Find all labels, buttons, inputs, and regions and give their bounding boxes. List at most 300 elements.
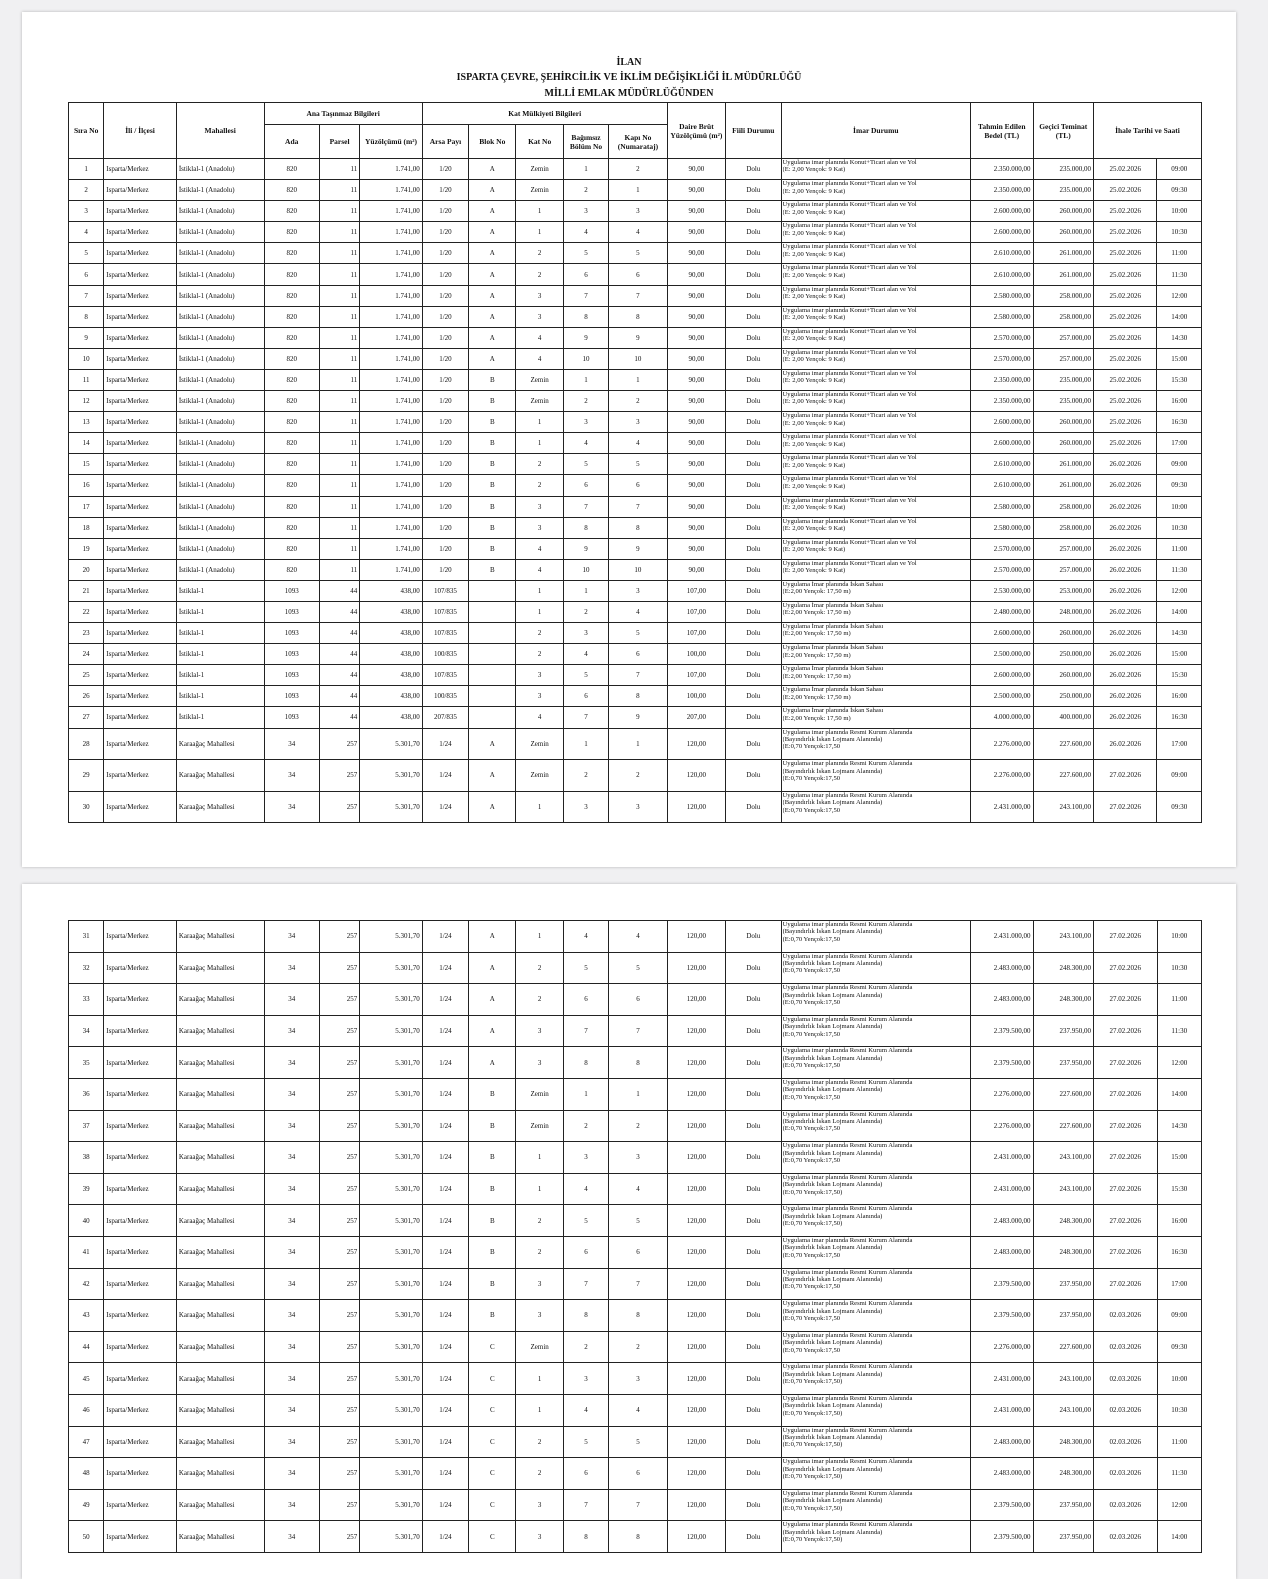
imar-line: Uygulama imar planında Resmi Kurum Alanında bbox=[782, 1458, 913, 1466]
cell-yuzolcumu: 1.741,00 bbox=[360, 285, 423, 306]
cell-fiili: Dolu bbox=[726, 1489, 781, 1521]
cell-arsa-payi: 1/24 bbox=[422, 1015, 468, 1047]
cell-tarih: 02.03.2026 bbox=[1094, 1394, 1158, 1426]
cell-parsel: 257 bbox=[319, 952, 359, 984]
cell-sira-no: 21 bbox=[69, 580, 104, 601]
cell-bagimsiz: 4 bbox=[563, 433, 608, 454]
cell-imar bbox=[781, 222, 970, 243]
cell-yuzolcumu: 5.301,70 bbox=[360, 1047, 422, 1079]
cell-yuzolcumu: 5.301,70 bbox=[360, 1236, 422, 1268]
cell-blok-no: A bbox=[469, 264, 516, 285]
cell-kapi-no: 6 bbox=[609, 1458, 667, 1490]
imar-line: (E: 2,00 Yençok: 9 Kat) bbox=[782, 503, 846, 511]
cell-mahallesi: İstiklal-1 (Anadolu) bbox=[176, 327, 264, 348]
cell-arsa-payi: 1/20 bbox=[422, 538, 468, 559]
imar-line: Uygulama imar planında Konut+Ticari alan ve Yol bbox=[782, 517, 917, 525]
cell-teminat: 257.000,00 bbox=[1033, 538, 1093, 559]
cell-tarih: 27.02.2026 bbox=[1094, 952, 1158, 984]
cell-kapi-no: 3 bbox=[609, 580, 667, 601]
cell-arsa-payi: 107/835 bbox=[422, 665, 468, 686]
cell-fiili: Dolu bbox=[726, 644, 781, 665]
cell-daire-brut: 120,00 bbox=[667, 1142, 725, 1174]
cell-sira-no: 43 bbox=[69, 1300, 104, 1332]
cell-kapi-no: 3 bbox=[609, 201, 667, 222]
cell-tarih: 25.02.2026 bbox=[1093, 327, 1157, 348]
doc-title: İLAN bbox=[616, 57, 642, 68]
cell-blok-no: C bbox=[469, 1331, 516, 1363]
cell-arsa-payi: 107/835 bbox=[422, 623, 468, 644]
cell-tarih: 02.03.2026 bbox=[1094, 1521, 1158, 1553]
cell-ada: 34 bbox=[264, 1236, 319, 1268]
table-row bbox=[69, 1142, 1202, 1174]
cell-mahallesi: Karaağaç Mahallesi bbox=[176, 1078, 264, 1110]
table-row bbox=[69, 1173, 1202, 1205]
cell-teminat: 400.000,00 bbox=[1033, 707, 1093, 728]
cell-fiili: Dolu bbox=[726, 1236, 781, 1268]
imar-line: (E:0,70 Yençok:17,50 bbox=[782, 1156, 841, 1164]
cell-tahmin: 2.483.000,00 bbox=[971, 984, 1033, 1016]
imar-line: Uygulama İmar planında İskan Sahası bbox=[782, 580, 884, 588]
cell-fiili: Dolu bbox=[726, 1521, 781, 1553]
cell-teminat: 261.000,00 bbox=[1033, 475, 1093, 496]
cell-tarih: 26.02.2026 bbox=[1093, 454, 1157, 475]
cell-saat: 10:00 bbox=[1157, 1363, 1201, 1395]
cell-fiili: Dolu bbox=[726, 791, 781, 823]
cell-fiili: Dolu bbox=[726, 243, 781, 264]
cell-saat: 09:00 bbox=[1157, 1300, 1201, 1332]
cell-il-ilce: Isparta/Merkez bbox=[104, 1078, 177, 1110]
cell-daire-brut: 120,00 bbox=[667, 1236, 725, 1268]
cell-kapi-no: 8 bbox=[609, 306, 667, 327]
cell-blok-no: A bbox=[469, 760, 516, 792]
cell-parsel: 11 bbox=[319, 348, 359, 369]
cell-teminat: 260.000,00 bbox=[1033, 201, 1093, 222]
imar-line: (E: 2,00 Yençok: 9 Kat) bbox=[782, 440, 846, 448]
cell-daire-brut: 120,00 bbox=[667, 791, 725, 823]
cell-fiili: Dolu bbox=[726, 1015, 781, 1047]
imar-line: (Bayındırlık İskan Lojmanı Alanında) bbox=[782, 1023, 883, 1031]
cell-ada: 1093 bbox=[264, 580, 319, 601]
cell-sira-no: 19 bbox=[69, 538, 104, 559]
cell-arsa-payi: 1/20 bbox=[422, 391, 468, 412]
col-kat-no: Kat No bbox=[516, 125, 563, 159]
table-row bbox=[69, 1110, 1202, 1142]
cell-saat: 10:30 bbox=[1157, 222, 1202, 243]
cell-il-ilce: Isparta/Merkez bbox=[104, 1110, 177, 1142]
cell-imar bbox=[781, 517, 970, 538]
cell-arsa-payi: 1/24 bbox=[422, 760, 468, 792]
cell-fiili: Dolu bbox=[726, 496, 781, 517]
cell-daire-brut: 120,00 bbox=[667, 1015, 725, 1047]
cell-imar bbox=[781, 433, 970, 454]
cell-teminat: 243.100,00 bbox=[1033, 921, 1093, 953]
cell-bagimsiz: 4 bbox=[563, 921, 608, 953]
cell-tarih: 25.02.2026 bbox=[1093, 222, 1157, 243]
cell-teminat: 235.000,00 bbox=[1033, 180, 1093, 201]
cell-teminat: 257.000,00 bbox=[1033, 559, 1093, 580]
table-row bbox=[69, 644, 1202, 665]
cell-parsel: 11 bbox=[319, 285, 359, 306]
cell-imar bbox=[781, 1142, 971, 1174]
cell-arsa-payi: 1/20 bbox=[422, 475, 468, 496]
imar-line: (E:0,70 Yençok:17,50 bbox=[782, 1251, 841, 1259]
cell-imar bbox=[781, 1015, 971, 1047]
cell-kapi-no: 4 bbox=[609, 921, 667, 953]
cell-fiili: Dolu bbox=[726, 1173, 781, 1205]
cell-yuzolcumu: 438,00 bbox=[360, 707, 423, 728]
cell-parsel: 11 bbox=[319, 180, 359, 201]
cell-sira-no: 11 bbox=[69, 369, 104, 390]
cell-teminat: 260.000,00 bbox=[1033, 222, 1093, 243]
cell-kat-no: 1 bbox=[516, 1394, 563, 1426]
cell-yuzolcumu: 5.301,70 bbox=[360, 1015, 422, 1047]
cell-daire-brut: 90,00 bbox=[667, 475, 725, 496]
cell-teminat: 261.000,00 bbox=[1033, 243, 1093, 264]
cell-saat: 09:00 bbox=[1157, 760, 1202, 792]
imar-line: Uygulama imar planında Konut+Ticari alan ve Yol bbox=[782, 222, 917, 230]
cell-sira-no: 38 bbox=[69, 1142, 104, 1174]
cell-mahallesi: İstiklal-1 (Anadolu) bbox=[176, 517, 264, 538]
cell-bagimsiz: 2 bbox=[563, 180, 608, 201]
cell-daire-brut: 120,00 bbox=[667, 1426, 725, 1458]
cell-il-ilce: Isparta/Merkez bbox=[104, 1521, 177, 1553]
cell-ada: 820 bbox=[264, 517, 319, 538]
cell-teminat: 237.950,00 bbox=[1033, 1300, 1093, 1332]
cell-kat-no: 2 bbox=[516, 1205, 563, 1237]
cell-imar bbox=[781, 1173, 971, 1205]
cell-fiili: Dolu bbox=[726, 623, 781, 644]
cell-kat-no: 3 bbox=[516, 1047, 563, 1079]
table-row bbox=[69, 1331, 1202, 1363]
cell-imar bbox=[781, 1205, 971, 1237]
cell-ada: 1093 bbox=[264, 665, 319, 686]
cell-kat-no: 1 bbox=[516, 580, 563, 601]
cell-fiili: Dolu bbox=[726, 454, 781, 475]
cell-arsa-payi: 1/20 bbox=[422, 454, 468, 475]
cell-blok-no: B bbox=[469, 454, 516, 475]
cell-ada: 820 bbox=[264, 201, 319, 222]
table-row bbox=[69, 433, 1202, 454]
cell-yuzolcumu: 5.301,70 bbox=[360, 1489, 422, 1521]
cell-bagimsiz: 5 bbox=[563, 665, 608, 686]
cell-blok-no: B bbox=[469, 369, 516, 390]
cell-teminat: 248.300,00 bbox=[1033, 1236, 1093, 1268]
cell-kat-no: 4 bbox=[516, 538, 563, 559]
cell-bagimsiz: 3 bbox=[563, 623, 608, 644]
cell-kapi-no: 4 bbox=[609, 222, 667, 243]
cell-tahmin: 2.276.000,00 bbox=[971, 1078, 1033, 1110]
cell-tahmin: 2.431.000,00 bbox=[971, 1363, 1033, 1395]
cell-saat: 11:30 bbox=[1157, 1015, 1201, 1047]
cell-tahmin: 2.600.000,00 bbox=[971, 623, 1033, 644]
cell-tarih: 27.02.2026 bbox=[1094, 1047, 1158, 1079]
cell-saat: 15:00 bbox=[1157, 644, 1202, 665]
table-row bbox=[69, 327, 1202, 348]
imar-line: (E: 2,00 Yençok: 9 Kat) bbox=[782, 335, 846, 343]
cell-teminat: 227.600,00 bbox=[1033, 1078, 1093, 1110]
cell-sira-no: 29 bbox=[69, 760, 104, 792]
cell-blok-no: C bbox=[469, 1521, 516, 1553]
cell-tarih: 26.02.2026 bbox=[1093, 517, 1157, 538]
cell-tarih: 27.02.2026 bbox=[1094, 1268, 1158, 1300]
cell-saat: 10:30 bbox=[1157, 952, 1201, 984]
imar-line: (Bayındırlık İskan Lojmanı Alanında) bbox=[782, 1054, 883, 1062]
table-row bbox=[69, 369, 1202, 390]
cell-arsa-payi: 1/24 bbox=[422, 1394, 468, 1426]
cell-arsa-payi: 107/835 bbox=[422, 601, 468, 622]
cell-kat-no: Zemin bbox=[516, 180, 563, 201]
cell-ada: 820 bbox=[264, 369, 319, 390]
cell-mahallesi: Karaağaç Mahallesi bbox=[176, 1363, 264, 1395]
cell-yuzolcumu: 438,00 bbox=[360, 580, 423, 601]
table-row bbox=[69, 454, 1202, 475]
cell-blok-no: C bbox=[469, 1394, 516, 1426]
cell-mahallesi: İstiklal-1 (Anadolu) bbox=[176, 243, 264, 264]
cell-yuzolcumu: 5.301,70 bbox=[360, 1205, 422, 1237]
cell-il-ilce: Isparta/Merkez bbox=[104, 517, 177, 538]
cell-tahmin: 2.431.000,00 bbox=[971, 1394, 1033, 1426]
cell-parsel: 257 bbox=[319, 1458, 359, 1490]
cell-teminat: 243.100,00 bbox=[1033, 791, 1093, 823]
cell-saat: 10:30 bbox=[1157, 1394, 1201, 1426]
cell-kapi-no: 8 bbox=[609, 1047, 667, 1079]
cell-blok-no: B bbox=[469, 1142, 516, 1174]
cell-teminat: 227.600,00 bbox=[1033, 1331, 1093, 1363]
cell-blok-no: C bbox=[469, 1458, 516, 1490]
cell-sira-no: 27 bbox=[69, 707, 104, 728]
cell-tahmin: 2.483.000,00 bbox=[971, 952, 1033, 984]
cell-kapi-no: 5 bbox=[609, 1205, 667, 1237]
cell-imar bbox=[781, 1331, 971, 1363]
cell-daire-brut: 90,00 bbox=[667, 222, 725, 243]
cell-saat: 12:00 bbox=[1157, 285, 1202, 306]
cell-saat: 16:00 bbox=[1157, 1205, 1201, 1237]
cell-mahallesi: Karaağaç Mahallesi bbox=[176, 921, 264, 953]
cell-kapi-no: 5 bbox=[609, 1426, 667, 1458]
cell-ada: 34 bbox=[264, 1426, 319, 1458]
cell-fiili: Dolu bbox=[726, 201, 781, 222]
cell-sira-no: 13 bbox=[69, 412, 104, 433]
cell-daire-brut: 90,00 bbox=[667, 159, 725, 180]
cell-kapi-no: 6 bbox=[609, 264, 667, 285]
cell-imar bbox=[781, 791, 970, 823]
imar-line: (E: 2,00 Yençok: 9 Kat) bbox=[782, 166, 846, 174]
cell-daire-brut: 100,00 bbox=[667, 686, 725, 707]
imar-line: (E: 2,00 Yençok: 9 Kat) bbox=[782, 271, 846, 279]
cell-arsa-payi: 1/24 bbox=[422, 1426, 468, 1458]
cell-ada: 34 bbox=[264, 1458, 319, 1490]
cell-blok-no: B bbox=[469, 1078, 516, 1110]
cell-yuzolcumu: 1.741,00 bbox=[360, 433, 423, 454]
cell-parsel: 257 bbox=[319, 1331, 359, 1363]
imar-line: Uygulama imar planında Resmi Kurum Alanında bbox=[782, 1300, 913, 1308]
table-row bbox=[69, 285, 1202, 306]
cell-arsa-payi: 1/20 bbox=[422, 306, 468, 327]
cell-imar bbox=[781, 1268, 971, 1300]
cell-ada: 820 bbox=[264, 222, 319, 243]
cell-il-ilce: Isparta/Merkez bbox=[104, 921, 177, 953]
cell-il-ilce: Isparta/Merkez bbox=[104, 412, 177, 433]
cell-tahmin: 2.570.000,00 bbox=[971, 327, 1033, 348]
imar-line: (E: 2,00 Yençok: 9 Kat) bbox=[782, 377, 846, 385]
table-row bbox=[69, 601, 1202, 622]
cell-parsel: 257 bbox=[319, 1363, 359, 1395]
cell-il-ilce: Isparta/Merkez bbox=[104, 601, 177, 622]
cell-imar bbox=[781, 1300, 971, 1332]
cell-sira-no: 34 bbox=[69, 1015, 104, 1047]
cell-arsa-payi: 1/24 bbox=[422, 1236, 468, 1268]
cell-bagimsiz: 9 bbox=[563, 538, 608, 559]
cell-parsel: 44 bbox=[319, 601, 359, 622]
cell-yuzolcumu: 438,00 bbox=[360, 686, 423, 707]
imar-line: Uygulama imar planında Resmi Kurum Alanında bbox=[782, 1489, 913, 1497]
table-row bbox=[69, 1268, 1202, 1300]
cell-sira-no: 44 bbox=[69, 1331, 104, 1363]
imar-line: Uygulama imar planında Resmi Kurum Alanında bbox=[782, 1173, 913, 1181]
cell-parsel: 11 bbox=[319, 475, 359, 496]
cell-fiili: Dolu bbox=[726, 1142, 781, 1174]
cell-fiili: Dolu bbox=[726, 1078, 781, 1110]
imar-line: Uygulama imar planında Resmi Kurum Alanında bbox=[782, 1078, 913, 1086]
cell-ada: 34 bbox=[264, 1489, 319, 1521]
cell-daire-brut: 90,00 bbox=[667, 433, 725, 454]
cell-parsel: 44 bbox=[319, 707, 359, 728]
cell-kat-no: 3 bbox=[516, 665, 563, 686]
cell-saat: 15:30 bbox=[1157, 665, 1202, 686]
cell-tahmin: 2.600.000,00 bbox=[971, 201, 1033, 222]
cell-tahmin: 2.431.000,00 bbox=[971, 1173, 1033, 1205]
cell-parsel: 257 bbox=[319, 728, 359, 760]
cell-blok-no: B bbox=[469, 391, 516, 412]
cell-tarih: 27.02.2026 bbox=[1094, 921, 1158, 953]
cell-blok-no: B bbox=[469, 517, 516, 538]
cell-mahallesi: İstiklal-1 bbox=[176, 580, 264, 601]
cell-fiili: Dolu bbox=[726, 601, 781, 622]
cell-saat: 12:00 bbox=[1157, 580, 1202, 601]
cell-tarih: 26.02.2026 bbox=[1093, 601, 1157, 622]
imar-line: (E: 2,00 Yençok: 9 Kat) bbox=[782, 398, 846, 406]
cell-daire-brut: 90,00 bbox=[667, 285, 725, 306]
cell-blok-no: B bbox=[469, 433, 516, 454]
imar-line: (Bayındırlık İskan Lojmanı Alanında) bbox=[782, 1465, 883, 1473]
imar-line: Uygulama İmar planında İskan Sahası bbox=[782, 665, 884, 673]
cell-daire-brut: 120,00 bbox=[667, 1363, 725, 1395]
cell-daire-brut: 107,00 bbox=[667, 665, 725, 686]
cell-sira-no: 14 bbox=[69, 433, 104, 454]
col-yuzolcumu: Yüzölçümü (m²) bbox=[360, 125, 423, 159]
cell-blok-no: A bbox=[469, 201, 516, 222]
imar-line: (Bayındırlık İskan Lojmanı Alanında) bbox=[782, 1086, 883, 1094]
imar-line: Uygulama imar planında Resmi Kurum Alanında bbox=[782, 1394, 913, 1402]
cell-imar bbox=[781, 1426, 971, 1458]
imar-line: (E:0,70 Yençok:17,50 bbox=[782, 967, 841, 975]
imar-line: (E:0,70 Yençok:17,50 bbox=[782, 1093, 841, 1101]
cell-bagimsiz: 2 bbox=[563, 1110, 608, 1142]
cell-tahmin: 2.610.000,00 bbox=[971, 243, 1033, 264]
cell-mahallesi: Karaağaç Mahallesi bbox=[176, 1142, 264, 1174]
cell-kat-no: 3 bbox=[516, 496, 563, 517]
cell-bagimsiz: 4 bbox=[563, 1173, 608, 1205]
cell-tahmin: 2.610.000,00 bbox=[971, 454, 1033, 475]
cell-kat-no: Zemin bbox=[516, 1331, 563, 1363]
cell-ada: 34 bbox=[264, 1205, 319, 1237]
col-daire-brut: Daire Brüt Yüzölçümü (m²) bbox=[667, 103, 725, 159]
table-row bbox=[69, 1015, 1202, 1047]
imar-line: (E:0,70 Yençok:17,50 bbox=[782, 1062, 841, 1070]
cell-parsel: 11 bbox=[319, 559, 359, 580]
cell-blok-no: A bbox=[469, 728, 516, 760]
cell-tahmin: 2.500.000,00 bbox=[971, 644, 1033, 665]
cell-tarih: 25.02.2026 bbox=[1093, 391, 1157, 412]
table-row bbox=[69, 475, 1202, 496]
cell-il-ilce: Isparta/Merkez bbox=[104, 201, 177, 222]
cell-kat-no: 3 bbox=[516, 1489, 563, 1521]
cell-tahmin: 2.379.500,00 bbox=[971, 1300, 1033, 1332]
cell-daire-brut: 90,00 bbox=[667, 306, 725, 327]
imar-line: (E: 2,00 Yençok: 9 Kat) bbox=[782, 208, 846, 216]
cell-arsa-payi: 1/24 bbox=[422, 921, 468, 953]
table-row bbox=[69, 1300, 1202, 1332]
cell-tarih: 27.02.2026 bbox=[1094, 1078, 1158, 1110]
cell-mahallesi: İstiklal-1 (Anadolu) bbox=[176, 475, 264, 496]
cell-arsa-payi: 1/24 bbox=[422, 1331, 468, 1363]
page-2 bbox=[22, 884, 1236, 1579]
cell-yuzolcumu: 1.741,00 bbox=[360, 201, 423, 222]
col-il-ilce: İli / İlçesi bbox=[104, 103, 177, 159]
table-row bbox=[69, 791, 1202, 823]
cell-kapi-no: 5 bbox=[609, 243, 667, 264]
col-sira-no: Sıra No bbox=[69, 103, 104, 159]
cell-fiili: Dolu bbox=[726, 475, 781, 496]
cell-kat-no: 2 bbox=[516, 243, 563, 264]
cell-parsel: 11 bbox=[319, 306, 359, 327]
imar-line: (Bayındırlık İskan Lojmanı Alanında) bbox=[782, 799, 883, 807]
imar-line: (E:2,00 Yençok: 17,50 m) bbox=[782, 630, 851, 638]
cell-teminat: 248.300,00 bbox=[1033, 1426, 1093, 1458]
cell-tarih: 02.03.2026 bbox=[1094, 1426, 1158, 1458]
cell-tarih: 02.03.2026 bbox=[1094, 1489, 1158, 1521]
table-body bbox=[69, 159, 1202, 823]
cell-ada: 34 bbox=[264, 728, 319, 760]
cell-mahallesi: İstiklal-1 (Anadolu) bbox=[176, 180, 264, 201]
cell-kat-no: 4 bbox=[516, 707, 563, 728]
cell-daire-brut: 90,00 bbox=[667, 243, 725, 264]
cell-sira-no: 3 bbox=[69, 201, 104, 222]
cell-mahallesi: İstiklal-1 bbox=[176, 644, 264, 665]
cell-teminat: 243.100,00 bbox=[1033, 1173, 1093, 1205]
cell-yuzolcumu: 1.741,00 bbox=[360, 538, 423, 559]
cell-daire-brut: 90,00 bbox=[667, 412, 725, 433]
cell-bagimsiz: 2 bbox=[563, 760, 608, 792]
cell-kapi-no: 7 bbox=[609, 496, 667, 517]
cell-bagimsiz: 7 bbox=[563, 1015, 608, 1047]
cell-sira-no: 46 bbox=[69, 1394, 104, 1426]
cell-fiili: Dolu bbox=[726, 1458, 781, 1490]
cell-bagimsiz: 1 bbox=[563, 159, 608, 180]
imar-line: (E:0,70 Yençok:17,50 bbox=[782, 1283, 841, 1291]
cell-ada: 34 bbox=[264, 760, 319, 792]
cell-imar bbox=[781, 348, 970, 369]
cell-tarih: 26.02.2026 bbox=[1093, 623, 1157, 644]
cell-blok-no: B bbox=[469, 559, 516, 580]
cell-fiili: Dolu bbox=[726, 180, 781, 201]
cell-teminat: 257.000,00 bbox=[1033, 348, 1093, 369]
doc-subtitle-office: MİLLİ EMLAK MÜDÜRLÜĞÜNDEN bbox=[544, 88, 714, 99]
cell-bagimsiz: 6 bbox=[563, 475, 608, 496]
cell-teminat: 253.000,00 bbox=[1033, 580, 1093, 601]
cell-tahmin: 2.379.500,00 bbox=[971, 1268, 1033, 1300]
cell-kat-no: 2 bbox=[516, 1236, 563, 1268]
